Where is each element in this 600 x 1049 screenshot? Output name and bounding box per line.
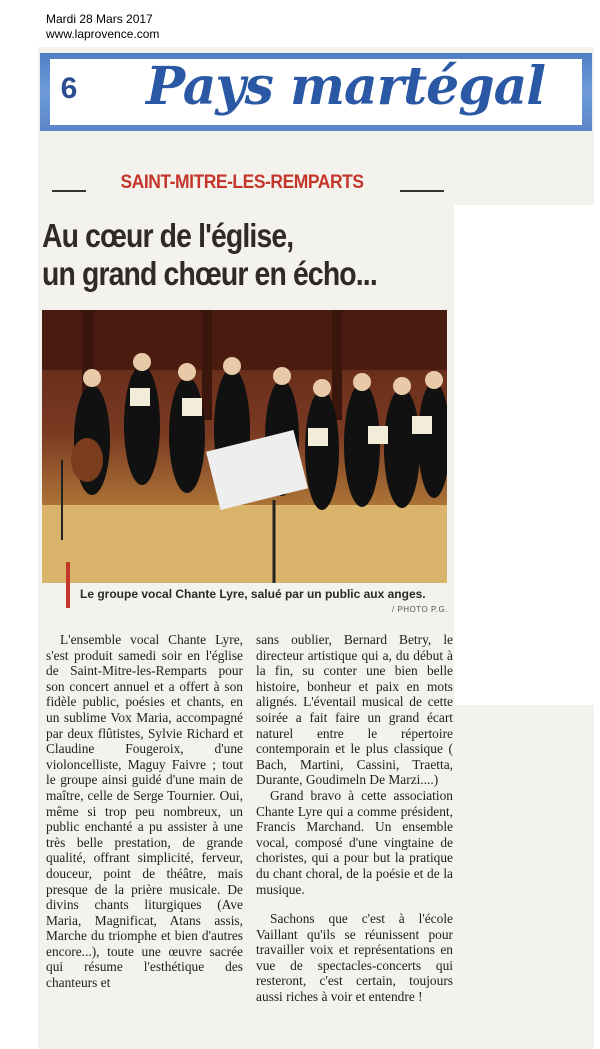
choir-photo <box>42 310 447 583</box>
column-2-paragraph-2: Grand bravo à cette association Chante Lyre qui a comme président, Francis Marchand. Un ensemble vocal, composé d'une vingtaine de choristes, qui a pour but la pratique du chant choral, de la poésie et de la musique. <box>256 787 453 897</box>
column-2-paragraph-3: Sachons que c'est à l'école Vaillant qu'ils se réunissent pour travailler voix et représentations en vue de spectacles-concerts qui resteront, c'est certain, toujours aussi riches à voir et entendre ! <box>256 911 453 1005</box>
headline-line-2: un grand chœur en écho... <box>42 255 377 292</box>
kicker-rule-right <box>400 190 444 192</box>
column-2-paragraph-1: sans oublier, Bernard Betry, le directeur artistique qui a, du début à la fin, su conter une bien belle histoire, bonheur et paix en mots alignés. L'éventail musical de cette soirée a fait faire un grand écart naturel entre le répertoire contemporain et le plus classique ( Bach, Martini, Cassini, Traetta, Durante, Goudimeln De Marzi....) <box>256 632 453 788</box>
column-1-text: L'ensemble vocal Chante Lyre, s'est produit samedi soir en l'église de Saint-Mitre-les-Remparts pour son concert annuel et a offert à son fidèle public, poésies et chants, en un sublime Vox Maria, accompagné par deux flûtistes, Sylvie Richard et Claudine Fougeroix, d'une violoncelliste, Maguy Faivre ; tout le groupe ainsi guidé d'une main de maître, celle de Serge Tournier. Oui, même si trop peu nombreux, un public enchanté a pu assister à une très belle prestation, de grande qualité, offrant simplicité, ferveur, douceur, point de théâtre, mais presque de la prière musicale. De divins chants liturgiques (Ave Maria, Magnificat, Atans assis, Marche du triomphe et bien d'autres encore...), toute une œuvre sacrée qui résume l'esthétique des chanteurs et <box>46 632 243 991</box>
photo-caption: Le groupe vocal Chante Lyre, salué par un public aux anges. <box>80 587 426 601</box>
article-column-1 <box>46 632 243 991</box>
article-kicker: SAINT-MITRE-LES-REMPARTS <box>120 172 364 193</box>
caption-accent <box>66 562 70 608</box>
article-headline <box>42 217 462 293</box>
page-number: 6 <box>60 72 78 105</box>
source-site: www.laprovence.com <box>46 27 160 41</box>
section-title: Pays martégal <box>146 56 546 117</box>
photo-credit: / PHOTO P.G. <box>392 605 448 614</box>
article-column-2 <box>256 632 453 1005</box>
publication-date: Mardi 28 Mars 2017 <box>46 12 153 26</box>
choir-photo-illustration <box>42 310 447 583</box>
clipping-cutout <box>454 205 600 705</box>
kicker-rule-left <box>52 190 86 192</box>
headline-line-1: Au cœur de l'église, <box>42 217 294 254</box>
clipping-meta <box>46 12 159 42</box>
